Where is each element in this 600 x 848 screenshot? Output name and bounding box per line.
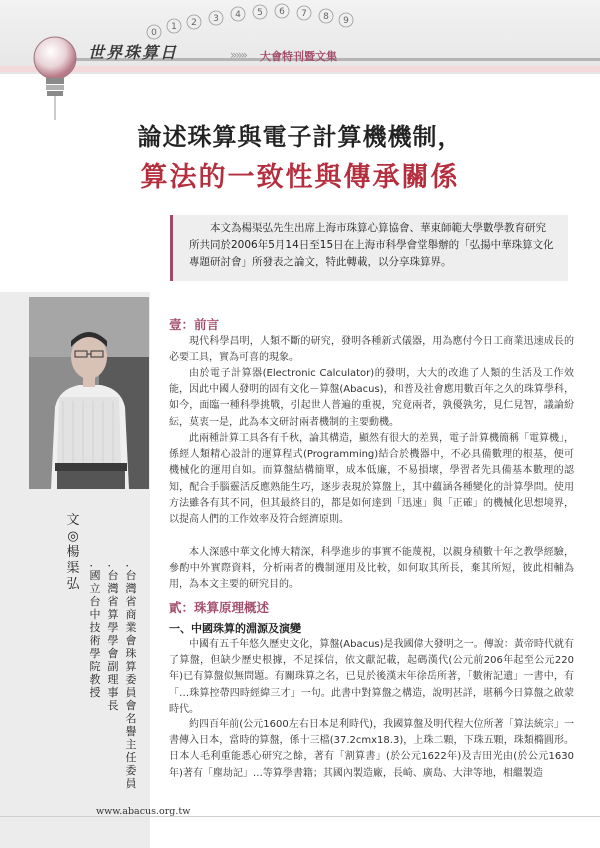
paragraph: 此兩種計算工具各有千秋，論其構造，顯然有很大的差異，電子計算機簡稱「電算機」，係經人類精心設計的運算程式(Programming)結合於機器中，不必具備數理的根基，便可機械化的運用自如。而算盤結構簡單，成本低廉，不易損壞，學習者先具備基本數理的認知，配合手腦靈活反應熟能生巧，逐步表現於算盤上，其中蘊涵各種變化的計算學問。使用方法雖各有其不同，但其最終目的，都是如何達到「迅速」與「正確」的機械化思想境界，以提高人們的工作效率及符合經濟原則。: [169, 433, 574, 526]
number-bubble-label: 0: [151, 28, 157, 38]
article-title-line1: 論述珠算與電子計算機機制，: [137, 122, 463, 151]
header-pink-stripe: [0, 66, 600, 72]
header-subtitle: 大會特刊暨文集: [260, 50, 337, 63]
article-title-line2: 算法的一致性與傳承關係: [140, 162, 460, 193]
number-bubble-label: 3: [213, 14, 219, 24]
paragraph: 約四百年前(公元1600左右日本足利時代)，我國算盤及明代程大位所著「算法統宗」一書傳入日本，當時的算盤，係十三檔(37.2cmx18.3)，上珠二顆，下珠五顆，珠類橢圓形。日本人毛利重能悉心研究之餘，著有「割算書」(於公元1622年)及吉田光由(於公元1630年)著有「塵劫記」…等算學書籍；其國內製造廠，長崎、廣島、大津等地，相繼製造: [169, 719, 574, 779]
number-bubble-label: 9: [343, 16, 349, 26]
subsection-heading: 一、中國珠算的淵源及演變: [169, 622, 301, 635]
footer-rule: [0, 816, 600, 817]
affiliation-item: ． 台 灣 省 商 業 會 珠 算 委 員 會 名 譽 主 任 委 員: [125, 556, 137, 790]
affiliation-item: ． 國 立 台 中 技 術 學 院 教 授: [89, 556, 101, 699]
footer-url: www.abacus.org.tw: [96, 806, 191, 817]
byline-text: 文 ◎ 楊 渠 弘: [66, 513, 80, 592]
section-heading-2: 貳：珠算原理概述: [169, 600, 270, 615]
author-photo: [29, 297, 149, 489]
intro-text: 本文為楊渠弘先生出席上海市珠算心算協會、華東師範大學數學教育研究所共同於2006年5月14日至15日在上海市科學會堂舉辦的「弘揚中華珠算文化專題研討會」所發表之論文，特此轉載，以分享珠算界。: [189, 222, 554, 268]
series-title: 世界珠算日: [88, 43, 179, 62]
number-bubble-label: 7: [301, 9, 307, 19]
number-bubble-label: 4: [235, 10, 241, 20]
author-byline: [66, 513, 80, 593]
intro-box: [170, 215, 568, 281]
number-bubble-label: 5: [257, 8, 263, 18]
paragraph: 中國有五千年悠久歷史文化，算盤(Abacus)是我國偉大發明之一。傳說：黃帝時代就有了算盤，但缺少歷史根據，不足採信，依文獻記載，起碼漢代(公元前206年起至公元220年)已有算盤似無問題。有關珠算之名，已見於後漢末年徐岳所著，「數術記遺」一書中，有「…珠算控帶四時經緯三才」一句。此書中對算盤之構造，說明甚詳，堪稱今日算盤之啟蒙時代。: [169, 639, 574, 715]
paragraph: 由於電子計算器(Electronic Calculator)的發明，大大的改進了人類的生活及工作效能，因此中國人發明的固有文化－算盤(Abacus)，和普及社會應用數百年之久的珠算學科，如今，面臨一種科學挑戰，引起世人普遍的重視，究竟兩者，孰優孰劣，見仁見智，議論紛紜，莫衷一是，此為本文研討兩者機制的主要動機。: [169, 368, 574, 428]
paragraph: 現代科學昌明，人類不斷的研究，發明各種新式儀器，用為應付今日工商業迅速成長的必要工具，實為可喜的現象。: [169, 336, 574, 364]
page-header: [0, 0, 600, 120]
number-bubble-label: 6: [279, 7, 285, 17]
affiliation-item: ． 台 灣 省 算 學 學 會 副 理 事 長: [107, 556, 119, 712]
paragraph: 本人深感中華文化博大精深，科學進步的事實不能蔑視，以親身積數十年之教學經驗，參酌中外實際資料，分析兩者的機制運用及比較，如何取其所長，棄其所短，彼此相輔為用，為本文主要的研究目的。: [169, 547, 574, 591]
section-heading-1: 壹：前言: [169, 317, 220, 332]
number-bubble-label: 8: [323, 12, 329, 22]
chevron-arrows-icon: »»»: [230, 48, 247, 62]
lightbulb-icon: [32, 34, 78, 120]
number-bubble-label: 2: [191, 18, 197, 28]
number-bubble-label: 1: [171, 22, 177, 32]
